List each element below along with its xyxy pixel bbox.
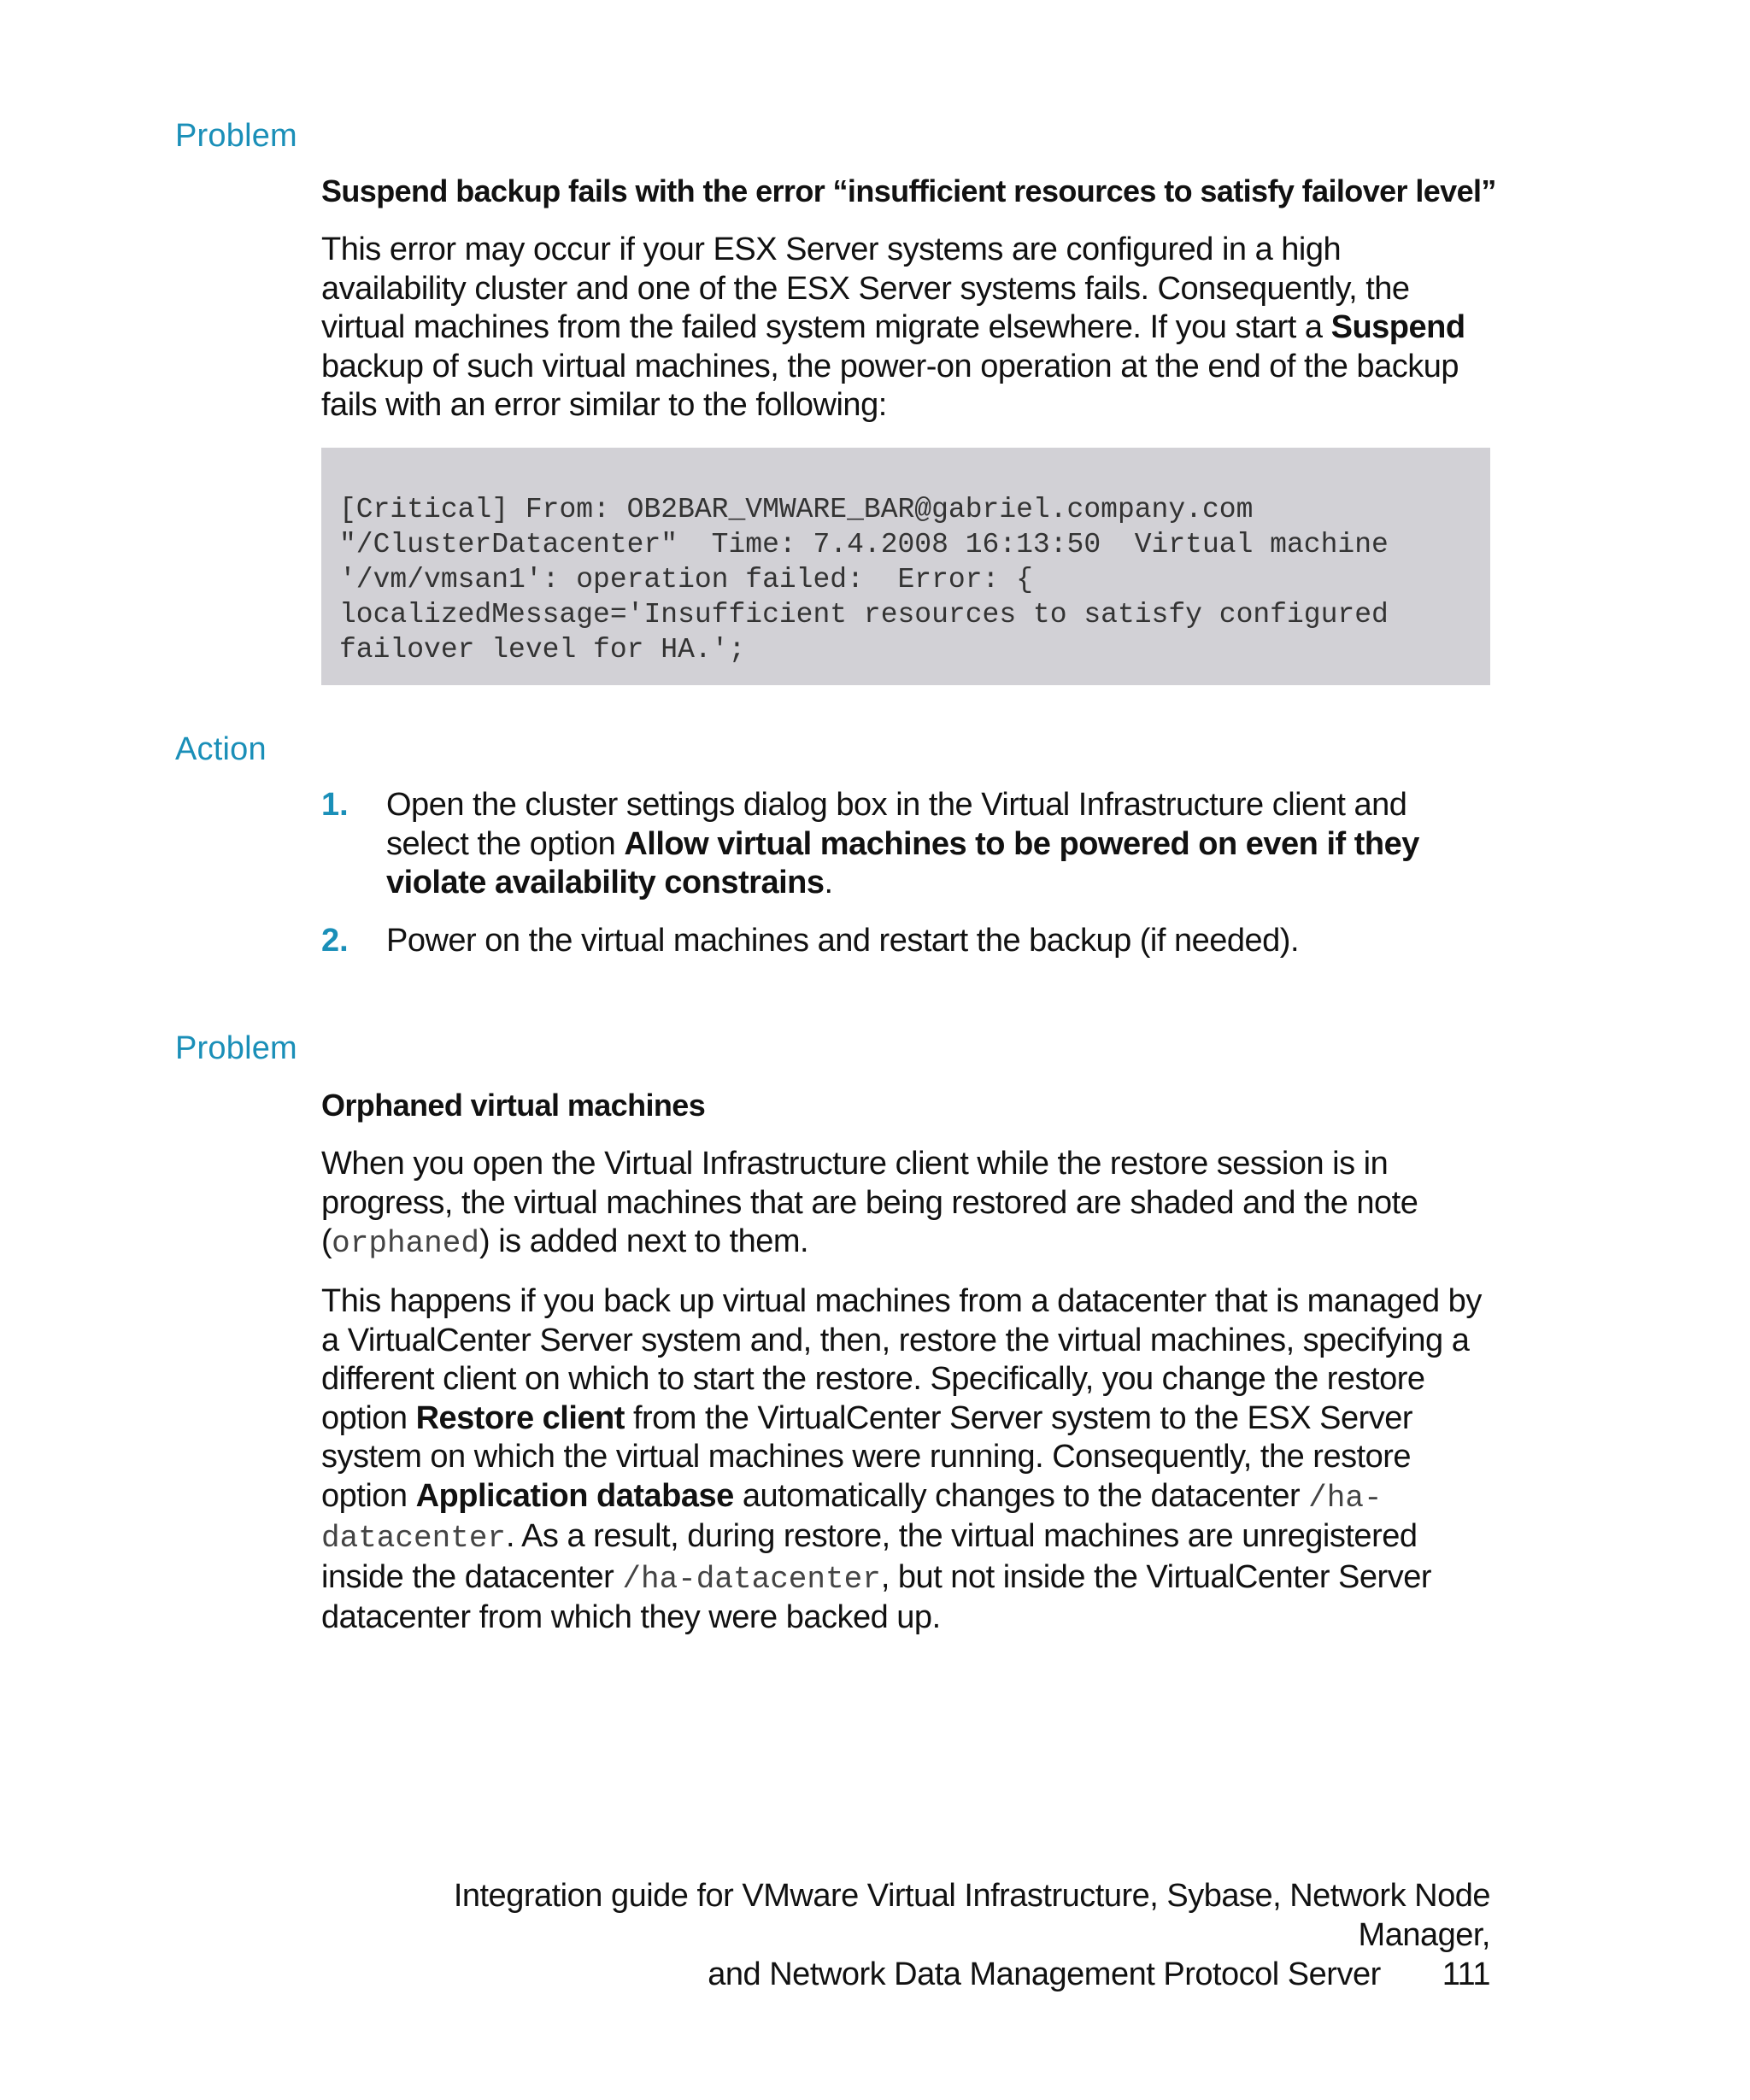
problem-heading-text: Suspend backup fails with the error “insufficient resources to satisfy failover level” — [321, 173, 1496, 208]
footer-title-line-1: Integration guide for VMware Virtual Infrastructure, Sybase, Network Node Manager, — [453, 1878, 1490, 1953]
description-text-part: backup of such virtual machines, the power-on operation at the end of the backup fails with an error similar to the following: — [321, 348, 1459, 423]
paragraph-text-part: When you open the Virtual Infrastructure client while the restore session is in progress, the virtual machines that are being restored are shaded and the note ( — [321, 1146, 1418, 1259]
problem-description — [321, 231, 1490, 425]
application-database-term: Application database — [415, 1477, 734, 1514]
paragraph-text-part: from the VirtualCenter Server system to the ESX Server system on which the virtual machines were running. Consequently, the restore option — [321, 1399, 1413, 1514]
orphaned-description-1 — [321, 1145, 1490, 1264]
footer-title-line-2 — [321, 1955, 1490, 1994]
restore-client-term: Restore client — [415, 1399, 625, 1436]
code-line: [Critical] From: OB2BAR_VMWARE_BAR@gabriel.company.com — [339, 494, 1254, 525]
paragraph-text-part: ) is added next to them. — [479, 1223, 809, 1259]
paragraph-text-part: automatically changes to the datacenter — [733, 1477, 1309, 1514]
step-text-part: . — [824, 865, 833, 900]
step-text — [386, 786, 1490, 903]
orphaned-description-1-text — [321, 1145, 1490, 1264]
page-footer — [321, 1876, 1490, 1994]
paragraph-text-part: , but not inside the VirtualCenter Server datacenter from which they were backed up. — [321, 1558, 1431, 1635]
ha-datacenter-code: /ha-datacenter — [321, 1480, 1383, 1556]
paragraph-text-part: . As a result, during restore, the virtual machines are unregistered inside the datacenter — [321, 1518, 1418, 1595]
footer-title-line-2-text: and Network Data Management Protocol Server — [708, 1956, 1381, 1992]
orphaned-heading — [321, 1087, 1490, 1124]
allow-option-term: Allow virtual machines to be powered on even if they violate availability constrains — [386, 825, 1419, 900]
action-label: Action — [175, 731, 267, 767]
problem-label: Problem — [175, 118, 297, 154]
problem-heading — [321, 173, 1496, 210]
orphaned-description-2 — [321, 1282, 1490, 1638]
paragraph-text-part: This happens if you back up virtual machines from a datacenter that is managed by a VirtualCenter Server system and, then, restore the virtual machines, specifying a different client on which to start the restore. Specifically, you change the restore option — [321, 1283, 1482, 1436]
step-text-part: Open the cluster settings dialog box in the Virtual Infrastructure client and select the option — [386, 787, 1407, 862]
code-line: localizedMessage='Insufficient resources to satisfy configured — [339, 599, 1389, 631]
error-code-block — [321, 448, 1490, 685]
suspend-term: Suspend — [1330, 309, 1465, 345]
code-line: failover level for HA.'; — [339, 634, 746, 666]
code-line: "/ClusterDatacenter" Time: 7.4.2008 16:13:50 Virtual machine — [339, 529, 1389, 560]
description-text-part: This error may occur if your ESX Server systems are configured in a high availability cluster and one of the ESX Server systems fails. Consequently, the virtual machines from the failed system migrate elsewhere. If you start a — [321, 232, 1410, 345]
problem-label-2: Problem — [175, 1030, 297, 1066]
code-line: '/vm/vmsan1': operation failed: Error: { — [339, 564, 1033, 595]
step-text: Power on the virtual machines and restart the backup (if needed). — [386, 923, 1299, 959]
page-number: 111 — [1442, 1956, 1490, 1992]
orphaned-heading-text: Orphaned virtual machines — [321, 1088, 706, 1123]
step-number: 2. — [321, 923, 349, 959]
orphaned-code-term: orphaned — [332, 1226, 479, 1261]
ha-datacenter-code: /ha-datacenter — [622, 1561, 881, 1597]
step-number: 1. — [321, 787, 349, 823]
orphaned-description-2-text — [321, 1282, 1490, 1638]
problem-description-text — [321, 231, 1490, 425]
